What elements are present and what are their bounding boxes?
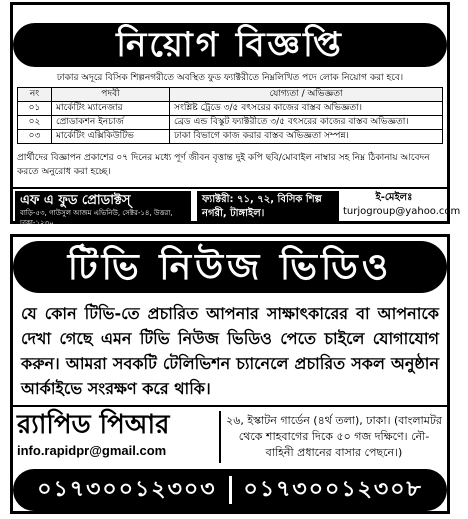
- office-address: ২৬, ইস্কাটন গার্ডেন (৪র্থ তলা), ঢাকা। (বাংলামটর থেকে শাহবাগের দিকে ৫০ গজ দক্ষিণে। নৌ-বাহিনী প্রধানের বাসার পেছনে।): [226, 414, 442, 459]
- job-table: [17, 87, 443, 144]
- job-qualification: সংশ্লিষ্ট ট্রেডে ৩/৫ বৎসরের কাজের বাস্তব অভিজ্ঞতা।: [170, 102, 443, 116]
- tv-news-body: যে কোন টিভি-তে প্রচারিত আপনার সাক্ষাৎকারের বা আপনাকে দেখা গেছে এমন টিভি নিউজ ভিডিও পেতে চাইলে যোগাযোগ করুন। আমরা সবকটি টেলিভিশন চ্যানেলে প্রচারিত সকল অনুষ্ঠান আর্কাইভে সংরক্ষণ করে থাকি।: [21, 304, 439, 398]
- application-note: প্রার্থীদের বিজ্ঞাপন প্রকাশের ০৭ দিনের মধ্যে পূর্ণ জীবন বৃত্তান্ত দুই কপি ছবি/মোবাইল নাম্বার সহ নিম্ন ঠিকানায় আবেদন করতে অনুরোধ করা হচ্ছে।: [17, 153, 430, 177]
- job-qualification: ঢাকা বিভাগে কাজ করার বাস্তব অভিজ্ঞতা সম্পন্ন।: [170, 130, 443, 144]
- phone-number-1[interactable]: ০১৭৩০০১২৩০৩: [37, 477, 217, 502]
- brand-email[interactable]: info.rapidpr@gmail.com: [17, 443, 167, 458]
- recruitment-footer: [13, 187, 461, 227]
- recruitment-headline: নিয়োগ বিজ্ঞপ্তি: [13, 23, 447, 67]
- job-post: মার্কেটিং ম্যানেজার: [52, 102, 170, 116]
- recruitment-intro: ঢাকার অদূরে বিসিক শিল্পনগরীতে অবস্থিত ফুড ফ্যাক্টরীতে নিম্নলিখিত পদে লোক নিয়োগ করা হবে।: [56, 73, 404, 83]
- phone-bar: [13, 469, 447, 511]
- company-name: এফ এ ফুড প্রোডাক্টস্‌: [20, 193, 131, 208]
- footer-divider: [219, 411, 221, 463]
- recruitment-ad: [10, 2, 461, 227]
- column-header-no: নং: [18, 88, 52, 102]
- email-address[interactable]: turjogroup@yahoo.com: [343, 206, 461, 217]
- tv-news-ad: [10, 234, 450, 514]
- company-address: বাড়ি-৫৩, গাউসুল আজম এভিনিউ, সেক্টর-১৪, উত্তরা, ঢাকা-১২৩০: [20, 209, 173, 227]
- brand-block: [17, 409, 217, 465]
- table-row: [18, 116, 443, 130]
- table-row: [18, 130, 443, 144]
- table-row: [18, 102, 443, 116]
- email-block: [343, 191, 461, 221]
- phone-number-2[interactable]: ০১৭৩০০১২৩০৮: [243, 477, 423, 502]
- company-block: [15, 191, 191, 227]
- phone-separator: [229, 476, 232, 504]
- job-post: মার্কেটিং এক্সিকিউটিভ: [52, 130, 170, 144]
- job-number: ০১: [18, 102, 52, 116]
- job-post: প্রোডাকশন ইনচার্জ: [52, 116, 170, 130]
- job-qualification: ব্রেড এন্ড বিস্কুট ফ্যাক্টরীতে ৩/৫ বৎসরের কাজের বাস্তব অভিজ্ঞতা।: [170, 116, 443, 130]
- job-number: ০৩: [18, 130, 52, 144]
- column-header-post: পদবী: [52, 88, 170, 102]
- column-header-qualification: যোগ্যতা / অভিজ্ঞতা: [170, 88, 443, 102]
- tv-news-footer: [13, 405, 447, 465]
- tv-news-headline: টিভি নিউজ ভিডিও: [13, 241, 447, 293]
- job-number: ০২: [18, 116, 52, 130]
- job-table-header: [18, 88, 443, 102]
- factory-address: ফ্যাক্টরী: ৭১, ৭২, বিসিক শিল্প নগরী, টাঙ্গাইল।: [197, 191, 339, 221]
- brand-name: র‍্যাপিড পিআর: [17, 410, 170, 440]
- email-label: ই-মেইলঃ: [375, 192, 413, 203]
